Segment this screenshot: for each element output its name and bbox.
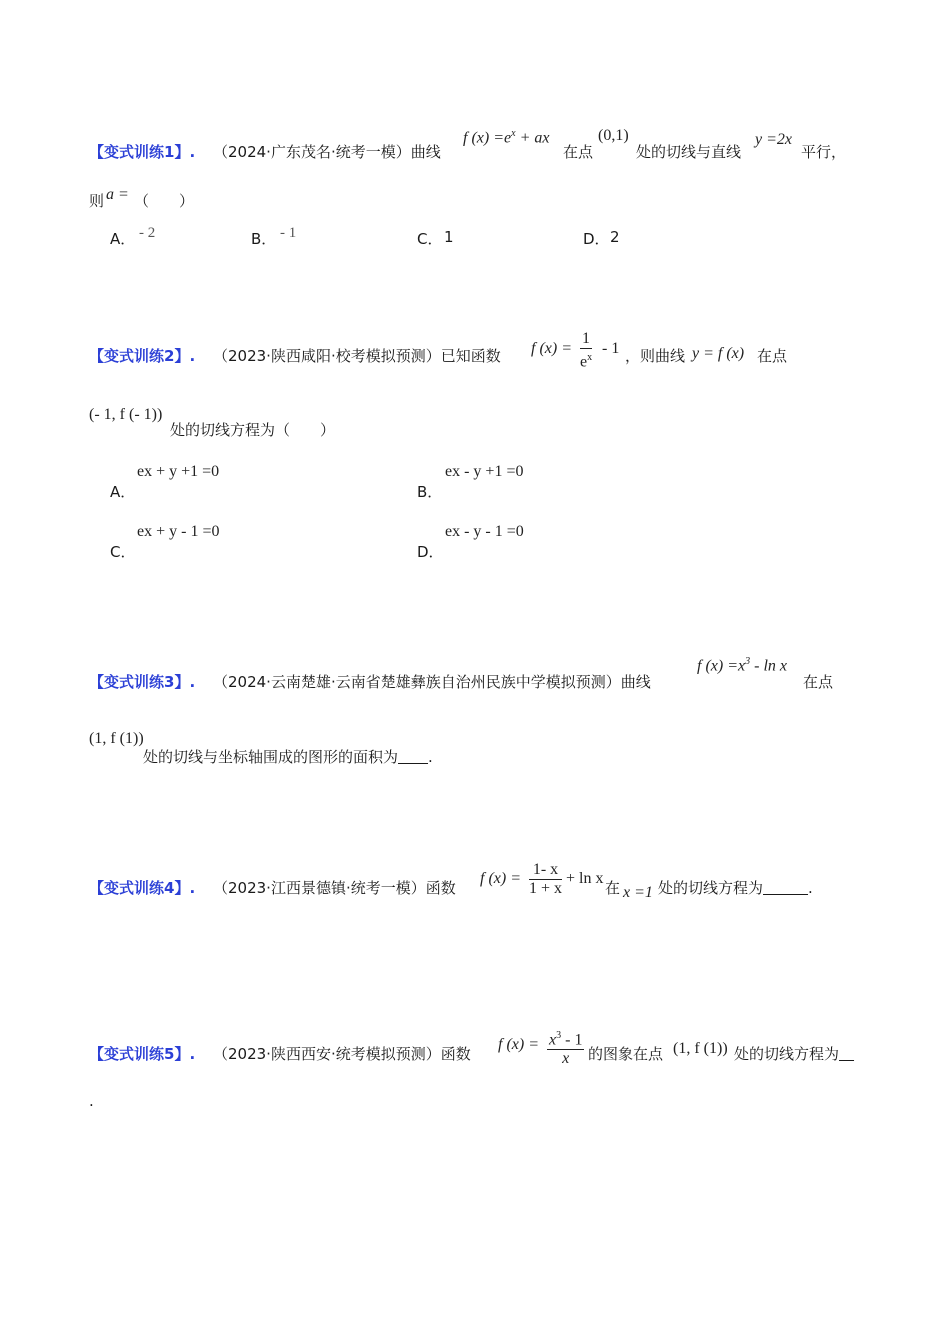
stem-end: . [89, 1092, 94, 1110]
option-a-value: ex + y +1 =0 [137, 463, 220, 480]
stem-text: 处的切线方程为（ ） [170, 421, 336, 439]
stem-text: 处的切线与坐标轴围成的图形的面积为 . [143, 748, 433, 766]
option-c-label: C． [417, 230, 443, 248]
problem-tag: 【变式训练3】. [89, 673, 196, 691]
fraction: $\frac{1}{e^x}$ [580, 330, 593, 371]
option-b-value: - 1 [280, 225, 297, 241]
function-expression: f $(x) =x^3 - \ln x$ [697, 656, 787, 675]
option-c-value: ex + y - 1 =0 [137, 523, 220, 540]
stem-text: 处的切线方程为 [734, 1043, 854, 1064]
fraction: $\frac{x^3 - 1}{x}$ [547, 1027, 584, 1068]
condition-expression: x =1 [623, 884, 653, 901]
problem-tag: 【变式训练5】. [89, 1045, 196, 1063]
answer-blank [839, 1045, 854, 1063]
curve-expression: y = f (x) [692, 345, 745, 362]
function-expression: f (x) = [480, 870, 521, 887]
option-a-label: A． [110, 483, 136, 501]
problem-source: （2024·广东茂名·统考一模）曲线 [213, 143, 441, 161]
function-tail: + ln x [566, 870, 604, 887]
function-tail: - 1 [602, 340, 620, 357]
stem-text: 在点 [757, 347, 788, 365]
answer-blank [763, 879, 808, 897]
option-c-value: 1 [444, 228, 454, 246]
function-expression: f (x) = [498, 1036, 539, 1053]
option-a-label: A． [110, 230, 136, 248]
problem-source: （2024·云南楚雄·云南省楚雄彝族自治州民族中学模拟预测）曲线 [213, 673, 651, 691]
function-expression: f (x) = [531, 340, 572, 357]
problem-tag: 【变式训练2】. [89, 347, 196, 365]
option-d-label: D． [583, 230, 610, 248]
option-b-value: ex - y +1 =0 [445, 463, 524, 480]
option-a-value: - 2 [139, 225, 156, 241]
function-expression: f $(x) =e^x$ + ax [463, 128, 550, 147]
stem-text: 在 [605, 879, 621, 897]
problem-source: （2023·陕西西安·统考模拟预测）函数 [213, 1045, 471, 1063]
stem-text: 平行， [801, 143, 847, 161]
stem-text: 在点 [563, 143, 594, 161]
variable-expression: a = [106, 186, 129, 203]
stem-text: 处的切线与直线 [636, 143, 742, 161]
option-d-value: ex - y - 1 =0 [445, 523, 524, 540]
answer-blank [398, 748, 428, 766]
point-expression: (- 1, f (- 1)) [89, 406, 163, 423]
line-expression: y =2x [755, 131, 792, 148]
option-d-value: 2 [610, 228, 620, 246]
problem-tag: 【变式训练1】. [89, 143, 196, 161]
point-expression: (1, f (1)) [89, 730, 144, 747]
option-b-label: B． [417, 483, 443, 501]
stem-text: ，则曲线 [625, 347, 686, 365]
answer-paren: （ ） [134, 192, 195, 210]
stem-text: 在点 [803, 673, 834, 691]
option-b-label: B． [251, 230, 277, 248]
problem-tag: 【变式训练4】. [89, 879, 196, 897]
option-c-label: C． [110, 543, 136, 561]
stem-text: 处的切线方程为 . [658, 879, 813, 897]
problem-source: （2023·陕西咸阳·校考模拟预测）已知函数 [213, 347, 501, 365]
fraction: $\frac{1- x}{1 + x}$ [529, 861, 563, 897]
point-expression: (1, f (1)) [673, 1040, 728, 1057]
stem-text: 的图象在点 [588, 1045, 664, 1063]
stem-text: 则 [89, 192, 105, 210]
point-expression: (0,1) [598, 127, 629, 144]
problem-source: （2023·江西景德镇·统考一模）函数 [213, 879, 456, 897]
option-d-label: D． [417, 543, 444, 561]
